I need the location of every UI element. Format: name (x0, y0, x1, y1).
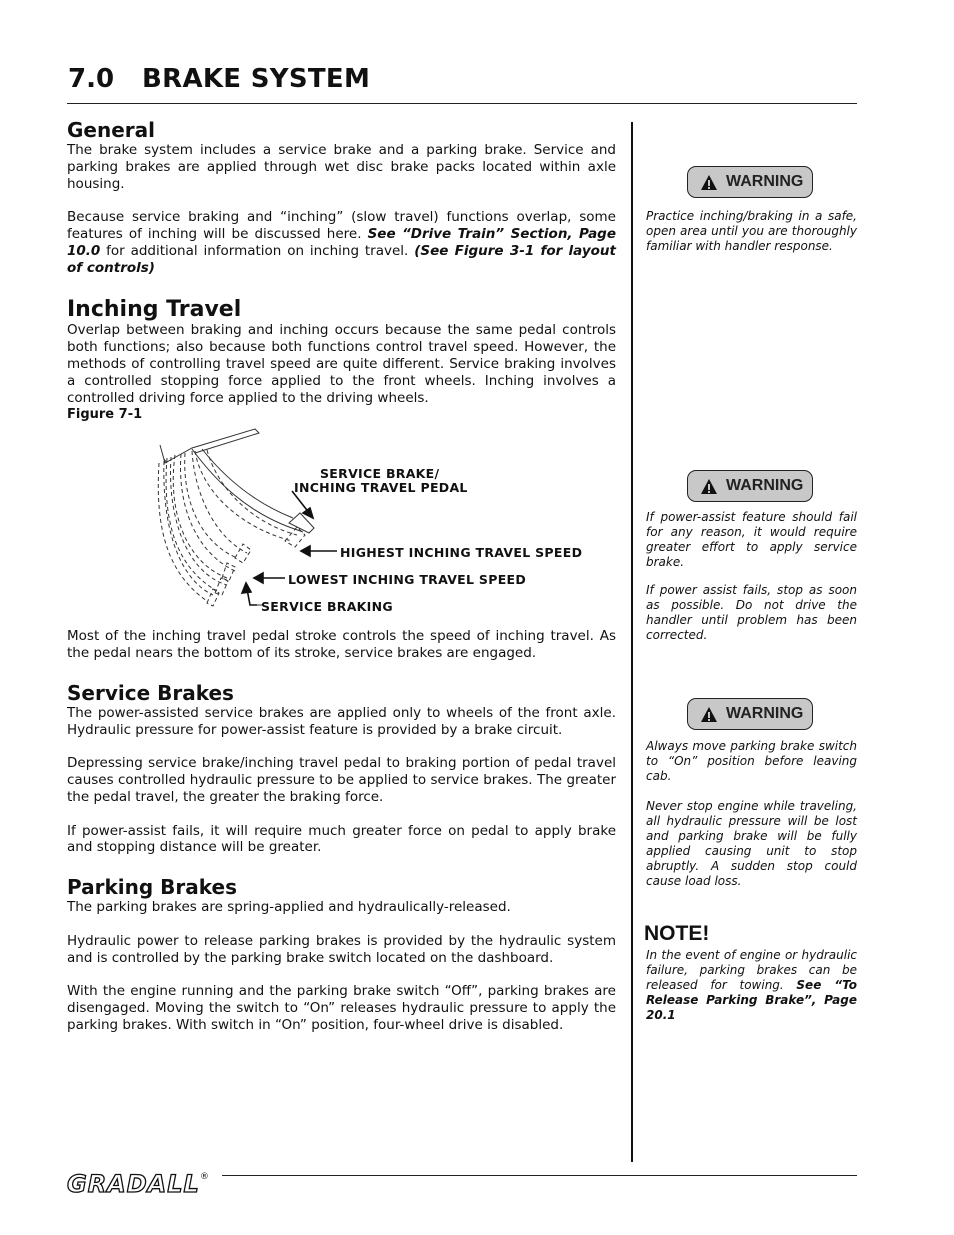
parking-heading: Parking Brakes (67, 875, 237, 900)
note-title: NOTE! (644, 922, 710, 945)
release-parking-brake-reference: See “To Release Parking Brake”, Page 20.1 (646, 978, 857, 1022)
service-paragraph-1: The power-assisted service brakes are applied only to wheels of the front axle. Hydraulic pressure for power-assist feature is provided by a brake circuit. (67, 704, 616, 738)
figure-label: Figure 7-1 (67, 407, 143, 423)
warning-2-paragraph-b: If power assist fails, stop as soon as possible. Do not drive the handler until problem has been corrected. (646, 583, 857, 642)
registered-mark: ® (199, 1172, 209, 1182)
section-title: BRAKE SYSTEM (142, 64, 371, 94)
figure-3-1-reference: (See Figure 3-1 for layout of controls) (67, 242, 616, 276)
parking-paragraph-1: The parking brakes are spring-applied and hydraulically-released. (67, 899, 511, 916)
pedal-callout-line-1: SERVICE BRAKE/ (320, 466, 440, 482)
parking-paragraph-2: Hydraulic power to release parking brakes is provided by the hydraulic system and is controlled by the parking brake switch located on the dashboard. (67, 932, 616, 966)
warning-badge-1 (687, 166, 813, 198)
figure-7-1 (67, 423, 616, 628)
warning-3-paragraph-a: Always move parking brake switch to “On” position before leaving cab. (646, 739, 857, 783)
service-paragraph-3: If power-assist fails, it will require much greater force on pedal to apply brake and stopping distance will be greater. (67, 822, 616, 856)
gradall-logo (67, 1170, 209, 1198)
note-text (646, 948, 857, 1023)
parking-paragraph-3: With the engine running and the parking brake switch “Off”, parking brakes are disengaged. Moving the switch to “On” releases hydraulic pressure to apply the parking brakes. With switch in “On” position, four-wheel drive is disabled. (67, 983, 616, 1033)
general-paragraph-1: The brake system includes a service brake and a parking brake. Service and parking brakes are applied through wet disc brake packs located within axle housing. (67, 142, 616, 192)
warning-text-3 (646, 739, 857, 889)
title-divider (67, 103, 857, 104)
highest-speed-callout: HIGHEST INCHING TRAVEL SPEED (340, 545, 583, 561)
general-p2-text-a: Because service braking and “inching” (slow travel) functions overlap, some features of inching will be discussed here. (67, 209, 616, 242)
warning-triangle-icon (700, 174, 718, 191)
note-paragraph (646, 948, 857, 1023)
warning-triangle-icon (700, 706, 718, 723)
general-paragraph-2 (67, 209, 616, 276)
warning-badge-3 (687, 698, 813, 730)
logo-wordmark: GRADALL (67, 1170, 200, 1198)
service-heading: Service Brakes (67, 680, 234, 705)
column-divider (631, 122, 633, 1162)
pedal-callout-line-2: INCHING TRAVEL PEDAL (294, 480, 468, 496)
service-braking-callout: SERVICE BRAKING (261, 599, 393, 615)
main-column (67, 118, 616, 1034)
warning-triangle-icon (700, 478, 718, 495)
section-number: 7.0 (68, 64, 115, 94)
pedal-diagram (67, 423, 616, 628)
warning-badge-2 (687, 470, 813, 502)
lowest-speed-callout: LOWEST INCHING TRAVEL SPEED (288, 572, 527, 588)
inching-paragraph-1: Overlap between braking and inching occurs because the same pedal controls both functions; also because both functions control travel speed. However, the methods of controlling travel speed are quite different. Service braking involves a controlled stopping force applied to the front wheels. Inching involves a controlled driving force applied to the driving wheels. (67, 322, 616, 406)
warning-text-1 (646, 209, 857, 254)
warning-label: WARNING (726, 173, 804, 190)
inching-heading: Inching Travel (67, 297, 242, 323)
general-heading: General (67, 118, 155, 142)
service-paragraph-2: Depressing service brake/inching travel pedal to braking portion of pedal travel causes controlled hydraulic pressure to be applied to service brakes. The greater the pedal travel, the greater the braking force. (67, 755, 616, 805)
warning-3-paragraph-b: Never stop engine while traveling, all hydraulic pressure will be lost and parking brake will be fully applied causing unit to stop abruptly. A sudden stop could cause load loss. (646, 799, 857, 888)
footer-divider (222, 1175, 857, 1176)
drive-train-reference: See “Drive Train” Section, Page 10.0 (67, 225, 616, 259)
inching-paragraph-2: Most of the inching travel pedal stroke controls the speed of inching travel. As the pedal nears the bottom of its stroke, service brakes are engaged. (67, 628, 616, 662)
general-p2-text-b: for additional information on inching travel. (100, 242, 415, 259)
warning-2-paragraph-a: If power-assist feature should fail for any reason, it would require greater effort to apply service brake. (646, 510, 857, 569)
note-text-a: In the event of engine or hydraulic failure, parking brakes can be released for towing. (646, 948, 857, 992)
warning-label: WARNING (726, 705, 804, 722)
warning-text-2 (646, 510, 857, 643)
warning-label: WARNING (726, 477, 804, 494)
warning-1-paragraph: Practice inching/braking in a safe, open area until you are thoroughly familiar with handler response. (646, 209, 857, 253)
